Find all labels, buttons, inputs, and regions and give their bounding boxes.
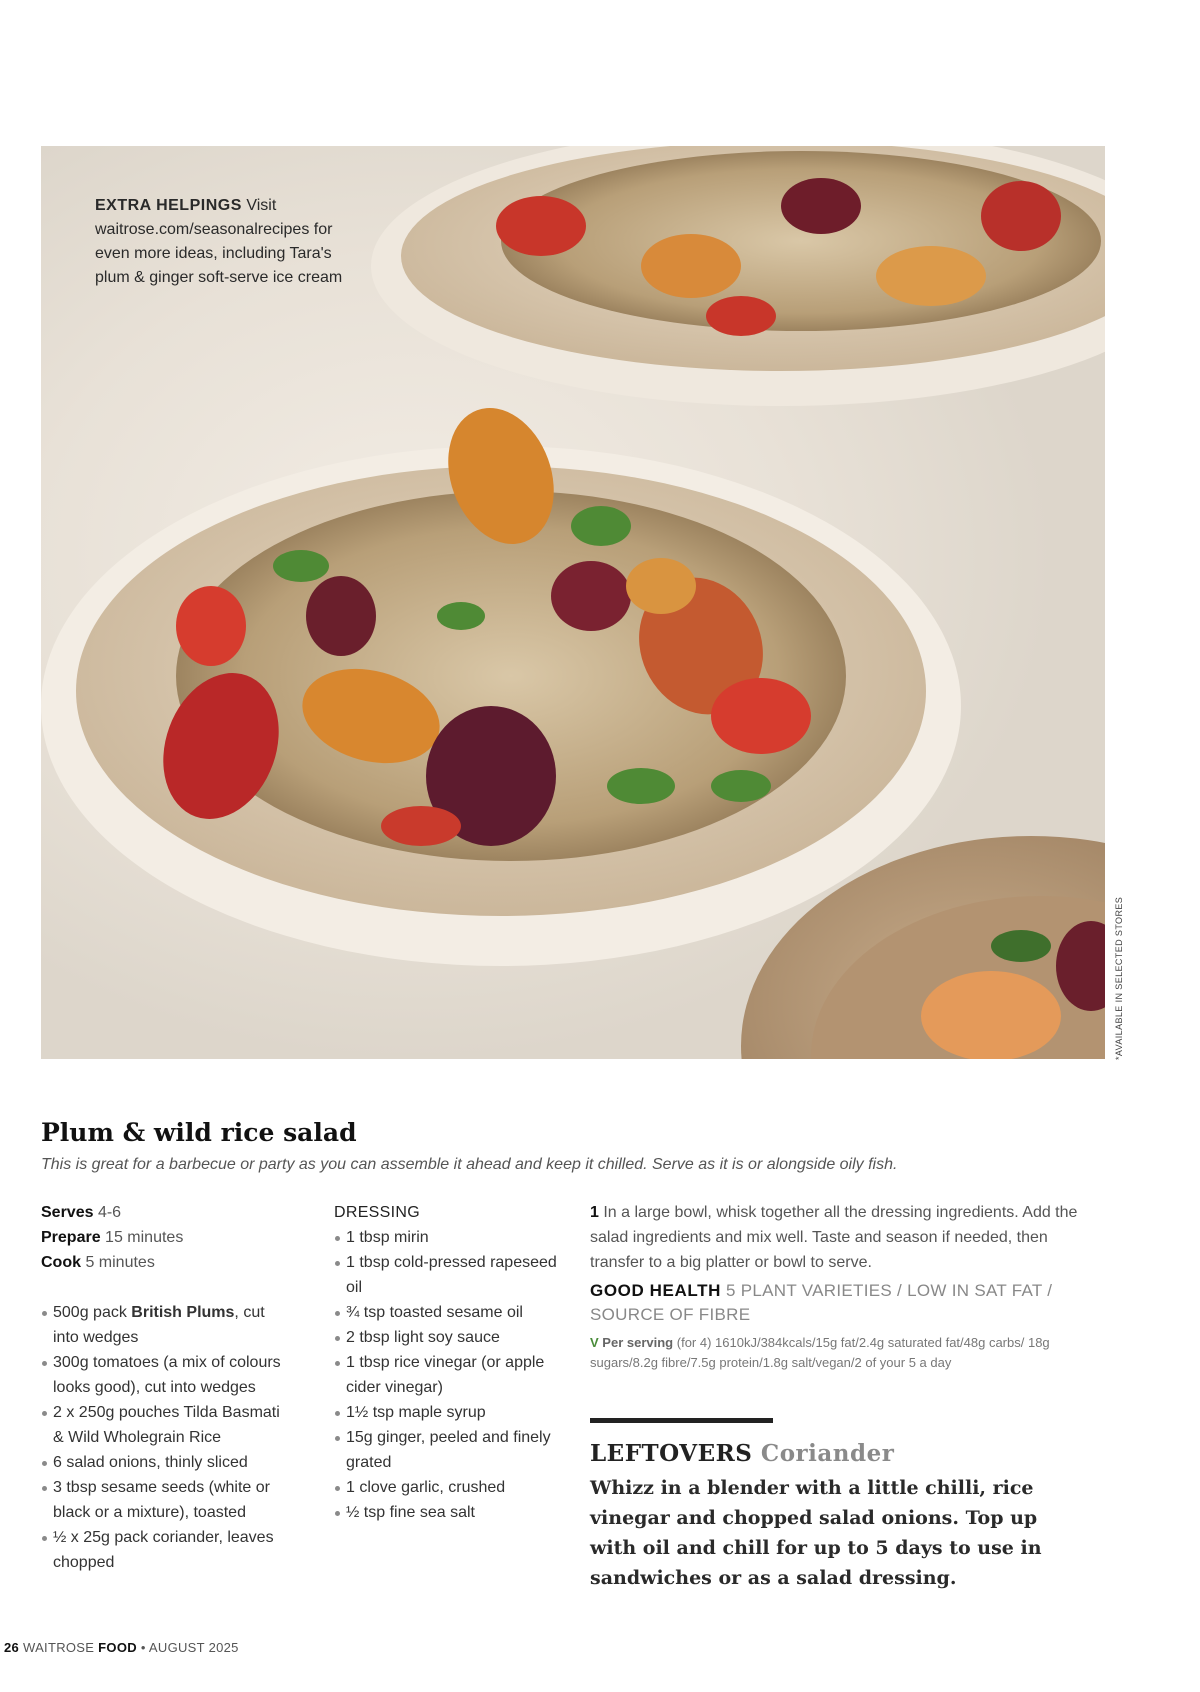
- recipe-title: Plum & wild rice salad: [41, 1118, 357, 1147]
- meta-prepare: [41, 1225, 291, 1250]
- meta-label: Prepare: [41, 1229, 101, 1246]
- leftovers-divider: [590, 1418, 773, 1423]
- step-text: In a large bowl, whisk together all the dressing ingredients. Add the salad ingredients and mix well. Taste and season if needed, then transfer to a big platter or bowl to serve.: [590, 1204, 1078, 1271]
- good-health-text: 5 PLANT VARIETIES / LOW IN SAT FAT / SOURCE OF FIBRE: [590, 1281, 1053, 1324]
- good-health-label: GOOD HEALTH: [590, 1281, 721, 1300]
- recipe-intro: This is great for a barbecue or party as you can assemble it ahead and keep it chilled. Serve as it is or alongside oily fish.: [41, 1156, 898, 1173]
- ingredient-list: [41, 1300, 291, 1575]
- dressing-item: 15g ginger, peeled and finely grated: [334, 1425, 574, 1475]
- extra-helpings-box: [95, 194, 345, 290]
- dressing-item: 1 tbsp rice vinegar (or apple cider vinegar): [334, 1350, 574, 1400]
- ingredient-item: [41, 1350, 291, 1400]
- step-number: 1: [590, 1204, 599, 1221]
- ingredient-text: 500g pack: [53, 1304, 132, 1321]
- method-column: [590, 1200, 1080, 1373]
- ingredient-item: [41, 1475, 291, 1525]
- vegan-mark: V: [590, 1335, 599, 1350]
- ingredient-text: 3 tbsp sesame seeds (white or black or a mixture), toasted: [53, 1479, 270, 1521]
- page-number: 26: [4, 1640, 20, 1655]
- dressing-list: [334, 1225, 574, 1525]
- dressing-item: 1 tbsp cold-pressed rapeseed oil: [334, 1250, 574, 1300]
- ingredients-column: [41, 1200, 291, 1575]
- leftovers-label: LEFTOVERS: [590, 1440, 753, 1467]
- dressing-item: ½ tsp fine sea salt: [334, 1500, 574, 1525]
- ingredient-text: 300g tomatoes (a mix of colours looks good), cut into wedges: [53, 1354, 281, 1396]
- ingredient-text: ½ x 25g pack coriander, leaves chopped: [53, 1529, 274, 1571]
- ingredient-text: 6 salad onions, thinly sliced: [53, 1454, 248, 1471]
- leftovers-subject: Coriander: [760, 1440, 895, 1467]
- footer-separator: •: [140, 1640, 146, 1655]
- page-footer: [4, 1640, 239, 1655]
- dressing-item: 1 tbsp mirin: [334, 1225, 574, 1250]
- meta-label: Serves: [41, 1204, 94, 1221]
- good-health: [590, 1279, 1080, 1327]
- leftovers-box: [590, 1440, 1070, 1593]
- dressing-item: 1 clove garlic, crushed: [334, 1475, 574, 1500]
- dressing-item: 1½ tsp maple syrup: [334, 1400, 574, 1425]
- meta-value: 5 minutes: [85, 1254, 155, 1271]
- ingredient-product: British Plums: [131, 1304, 235, 1321]
- ingredient-item: [41, 1400, 291, 1450]
- extra-helpings-label: EXTRA HELPINGS: [95, 197, 242, 214]
- method-step: [590, 1200, 1080, 1275]
- dressing-item: 2 tbsp light soy sauce: [334, 1325, 574, 1350]
- meta-cook: [41, 1250, 291, 1275]
- ingredient-text: , cut into wedges: [53, 1304, 265, 1346]
- meta-label: Cook: [41, 1254, 81, 1271]
- dressing-heading: DRESSING: [334, 1204, 420, 1221]
- ingredient-item: [41, 1450, 291, 1475]
- nutrition-info: [590, 1333, 1080, 1373]
- issue-date: AUGUST 2025: [148, 1640, 239, 1655]
- publication-name: WAITROSE: [22, 1640, 95, 1655]
- extra-helpings-text: Visit waitrose.com/seasonalrecipes for even more ideas, including Tara's plum & ginger soft-serve ice cream: [95, 197, 343, 286]
- meta-value: 15 minutes: [105, 1229, 184, 1246]
- meta-value: 4-6: [97, 1204, 122, 1221]
- leftovers-text: Whizz in a blender with a little chilli, rice vinegar and chopped salad onions. Top up with oil and chill for up to 5 days to use in sandwiches or as a salad dressing.: [590, 1477, 1042, 1589]
- leftovers-heading: [590, 1440, 1070, 1467]
- nutrition-text: (for 4) 1610kJ/384kcals/15g fat/2.4g saturated fat/48g carbs/ 18g sugars/8.2g fibre/7.5g protein/1.8g salt/vegan/2 of your 5 a day: [590, 1335, 1050, 1370]
- ingredient-item: [41, 1525, 291, 1575]
- dressing-item: ¾ tsp toasted sesame oil: [334, 1300, 574, 1325]
- dressing-column: [334, 1200, 574, 1525]
- meta-serves: [41, 1200, 291, 1225]
- publication-name-bold: FOOD: [98, 1640, 137, 1655]
- availability-note: *AVAILABLE IN SELECTED STORES: [1114, 896, 1124, 1060]
- ingredient-text: 2 x 250g pouches Tilda Basmati & Wild Wholegrain Rice: [53, 1404, 280, 1446]
- recipe-photo: [41, 146, 1105, 1059]
- nutrition-label: Per serving: [602, 1335, 674, 1350]
- ingredient-item: [41, 1300, 291, 1350]
